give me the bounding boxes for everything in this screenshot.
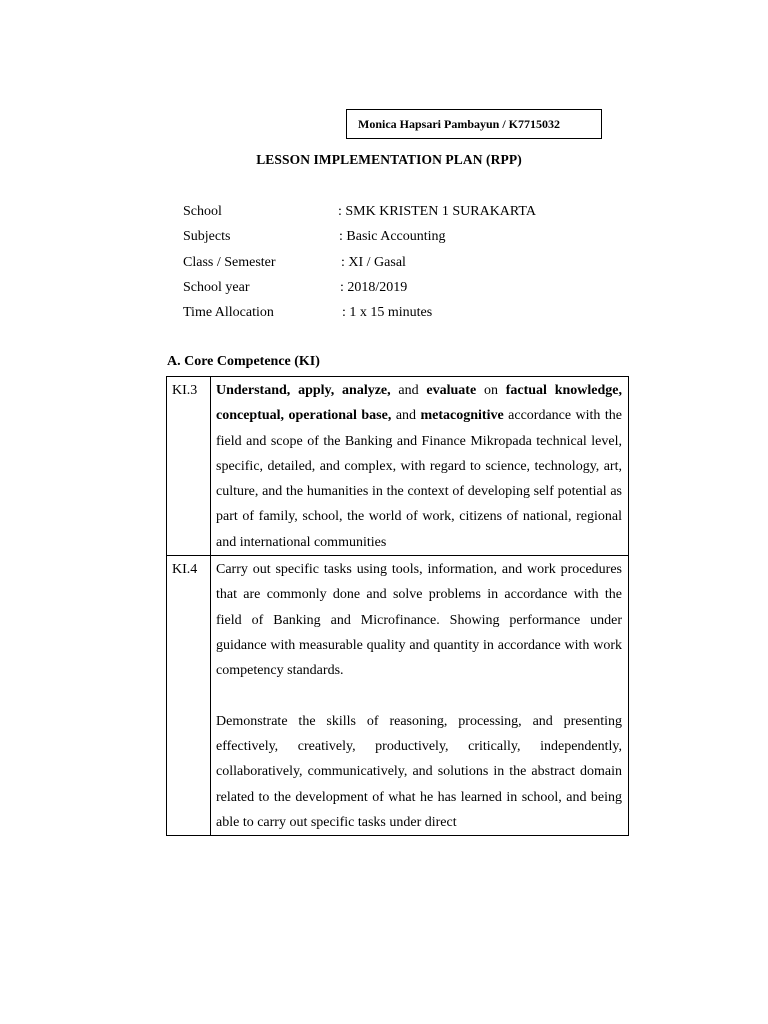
text: accordance with the field and scope of the Banking and Finance Mikropada technical level, specific, detailed, and complex, with regard to science, technology, art, culture, and the humanities in the context of developing self potential as part of family, school, the world of work, citizens of national, regional and international communities: [216, 408, 622, 550]
text: and: [391, 408, 421, 424]
core-competence-table: [166, 376, 629, 836]
text-bold: Understand, apply, analyze,: [216, 383, 391, 398]
info-value: : SMK KRISTEN 1 SURAKARTA: [338, 204, 536, 219]
ki4-paragraph-2: Demonstrate the skills of reasoning, processing, and presenting effectively, creatively, productively, critically, independently, collaboratively, communicatively, and solutions in the abstract domain related to the development of what he has learned in school, and being able to carry out specific tasks under direct: [216, 713, 622, 831]
info-label: School: [183, 204, 222, 219]
info-value: : Basic Accounting: [339, 229, 446, 245]
info-label: School year: [183, 279, 250, 295]
ki-code: KI.3: [167, 377, 211, 556]
ki-description: [211, 556, 629, 836]
table-row: [167, 556, 629, 836]
info-label: Subjects: [183, 229, 231, 245]
text-bold: evaluate: [426, 383, 477, 398]
ki4-paragraph-1: Carry out specific tasks using tools, information, and work procedures that are commonly done and solve problems in accordance with the field of Banking and Microfinance. Showing performance under guidance with measurable quality and quantity in accordance with work competency standards.: [216, 562, 622, 679]
table-row: [167, 377, 629, 556]
section-heading-core-competence: A. Core Competence (KI): [167, 354, 320, 369]
text: and: [390, 383, 427, 398]
author-box: [346, 109, 602, 139]
info-value: : XI / Gasal: [341, 254, 406, 270]
info-value: : 2018/2019: [340, 279, 408, 295]
ki-description: [211, 377, 629, 556]
text: on: [476, 383, 506, 398]
ki-code: KI.4: [167, 556, 211, 836]
ki3-paragraph: [216, 378, 622, 555]
author-name: Monica Hapsari Pambayun / K7715032: [358, 117, 561, 131]
text-bold: metacognitive: [420, 408, 504, 424]
info-label: Class / Semester: [183, 254, 276, 270]
text-bold: factual knowledge, conceptual, operational base,: [216, 383, 623, 424]
document-title: LESSON IMPLEMENTATION PLAN (RPP): [256, 152, 522, 167]
info-label: Time Allocation: [183, 305, 274, 321]
info-value: : 1 x 15 minutes: [342, 305, 433, 321]
